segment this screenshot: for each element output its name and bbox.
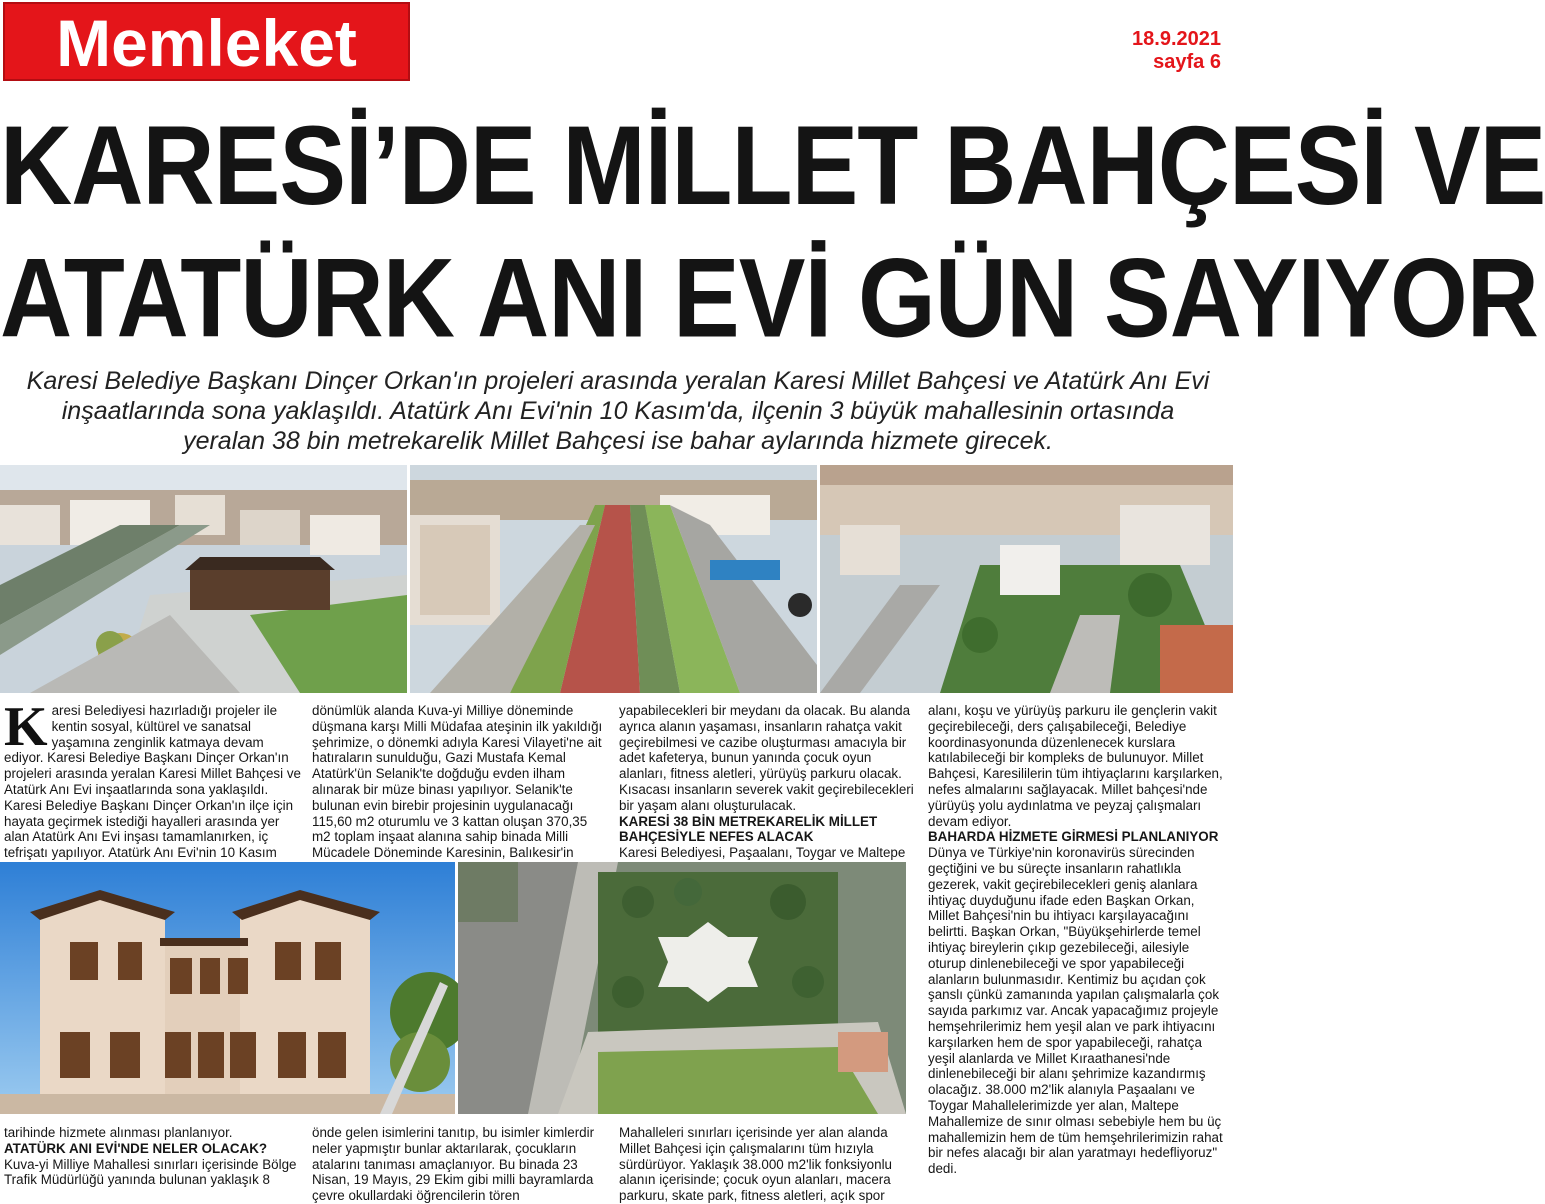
article-paragraph: Dünya ve Türkiye'nin koronavirüs sürecinden geçtiğini ve bu süreçte insanların rahatlıkla gezerek, vakit geçirebilecekleri geniş alanlara ihtiyaç duyduğunu ifade eden Başkan Orkan, Millet Bahçesi'nin bu ihtiyacı karşılayacağını belirtti. Başkan Orkan, "Büyükşehirlerde temel ihtiyaç bireylerin çıkıp gezebileceği, ailesiyle oturup dinlenebileceği ve spor yapabileceği alanların bulunmasıdır. Kentimiz bu açıdan çok şanslı çünkü zamanında yapılan çalışmalarla çok sayıda parkımız var. Ancak yapacağımız projeyle hemşehrilerimiz hem yeşil alan ve park ihtiyacını karşılarken hem de spor yapabileceği, rahatça yeşil alanlarda ve Millet Kıraathanesi'nde dinlenebileceği bir alanı şehrimize kazandırmış olacağız. 38.000 m2'lik alanıyla Paşaalanı ve Toygar Mahallelerimizde yer alan, Maltepe Mahallemize de sınır olması sebebiyle hem bu üç mahallemizin hem de tüm hemşehrilerimizin rahat bir nefes alacağı bir alan yaratmayı hedefliyoruz" dedi.	[928, 845, 1223, 1177]
headline-line-2: ATATÜRK ANI EVİ GÜN SAYIYOR	[0, 235, 1538, 361]
aerial-neighborhood-photo	[820, 465, 1233, 693]
article-column-3-bottom	[619, 1125, 915, 1204]
masthead-title: Memleket	[56, 6, 357, 80]
article-column-2-bottom	[312, 1125, 608, 1204]
article-column-2-top	[312, 703, 608, 861]
subheading: KARESİ 38 BİN METREKARELİK MİLLET BAHÇESİYLE NEFES ALACAK	[619, 813, 878, 845]
article-column-1-bottom	[4, 1125, 302, 1188]
article-column-1-top	[4, 696, 302, 861]
headline	[0, 100, 1545, 364]
article-column-4	[928, 703, 1228, 1177]
aerial-park-path-photo	[410, 465, 817, 693]
article-paragraph: tarihinde hizmete alınması planlanıyor.	[4, 1125, 233, 1140]
article-paragraph: dönümlük alanda Kuva-yi Milliye döneminde düşmana karşı Milli Müdafaa ateşinin ilk yakıldığı şehrimize, o dönemki adıyla Karesi Vilayeti'ne ait hatıraların sunulduğu, Gazi Mustafa Kemal Atatürk'ün Selanik'te doğduğu evden ilham alınarak bir müze binası yapılıyor. Selanik'te bulunan evin birebir projesinin uygulanacağı 115,60 m2 oturumlu ve 3 kattan oluşan 370,35 m2 toplam inşaat alanına sahip binada Milli Mücadele Döneminde Karesinin, Balıkesir'in	[312, 703, 603, 861]
issue-date: 18.9.2021	[1132, 28, 1221, 50]
drop-cap: K	[4, 696, 48, 758]
masthead-logo	[3, 2, 410, 81]
article-paragraph: Kuva-yi Milliye Mahallesi sınırları içerisinde Bölge Trafik Müdürlüğü yanında bulunan yaklaşık 8	[4, 1156, 297, 1188]
ataturk-house-photo	[0, 862, 455, 1114]
dateline	[1132, 28, 1221, 74]
deck-summary: Karesi Belediye Başkanı Dinçer Orkan'ın projeleri arasında yeralan Karesi Millet Bahçesi ve Atatürk Anı Evi inşaatlarında sona yaklaşıldı. Atatürk Anı Evi'nin 10 Kasım'da, ilçenin 3 büyük mahallesinin ortasında yeralan 38 bin metrekarelik Millet Bahçesi ise bahar aylarında hizmete girecek.	[26, 367, 1210, 455]
article-paragraph: alanı, koşu ve yürüyüş parkuru ile gençlerin vakit geçirebileceği, ders çalışabileceği, Belediye koordinasyonunda düzenlenecek kurslara katılabileceği bir kompleks de bulunuyor. Millet Bahçesi, Karesililerin tüm ihtiyaçlarını karşılarken, nefes almalarını sağlayacak. Millet bahçesi'nde yürüyüş yolu aydınlatma ve peyzaj çalışmaları devam ediyor.	[928, 703, 1223, 829]
article-paragraph: Karesi Belediyesi, Paşaalanı, Toygar ve Maltepe	[619, 845, 906, 861]
subheading: BAHARDA HİZMETE GİRMESİ PLANLANIYOR	[928, 829, 1219, 845]
article-paragraph: yapabilecekleri bir meydanı da olacak. Bu alanda ayrıca alanın yaşaması, insanların rahatça vakit geçirebilmesi ve cazibe oluşturması amacıyla bir adet kafeterya, bunun yanında çocuk oyun alanları, fitness aletleri, yürüyüş parkuru olacak. Kısacası insanların severek vakit geçirebilecekleri bir yaşam alanı oluşturulacak.	[619, 703, 914, 813]
headline-line-1: KARESİ’DE MİLLET BAHÇESİ VE	[0, 103, 1545, 229]
aerial-millet-bahcesi-photo	[458, 862, 906, 1114]
article-paragraph: önde gelen isimlerini tanıtıp, bu isimler kimlerdir neler yapmıştır bunlar aktarılarak, çocukların atalarını tanıması amaçlanıyor. Bu binada 23 Nisan, 19 Mayıs, 29 Ekim gibi milli bayramlarda çevre okullardaki öğrencilerin tören	[312, 1125, 595, 1204]
subheading: ATATÜRK ANI EVİ'NDE NELER OLACAK?	[4, 1140, 268, 1156]
page-number: sayfa 6	[1153, 51, 1221, 73]
article-paragraph: aresi Belediyesi hazırladığı projeler ile kentin sosyal, kültürel ve sanatsal yaşamına zenginlik katmaya devam ediyor. Karesi Belediye Başkanı Dinçer Orkan'ın projeleri arasında yeralan Karesi Millet Bahçesi ve Atatürk Anı Evi inşaatlarında sona yaklaşıldı. Karesi Belediye Başkanı Dinçer Orkan'ın ilçe için hayata geçirmek istediği hayalleri arasında yer alan Atatürk Anı Evi inşası tamamlanırken, iç tefrişatı yapılıyor. Atatürk Anı Evi'nin 10 Kasım	[4, 703, 301, 861]
article-column-3-top	[619, 703, 915, 861]
aerial-pavilion-photo	[0, 465, 407, 693]
article-paragraph: Mahalleleri sınırları içerisinde yer alan alanda Millet Bahçesi için çalışmalarını tüm hızıyla sürdürüyor. Yaklaşık 38.000 m2'lik fonksiyonlu alanın içerisinde; çocuk oyun alanları, macera parkuru, skate park, fitness aletleri, açık spor	[619, 1125, 892, 1204]
